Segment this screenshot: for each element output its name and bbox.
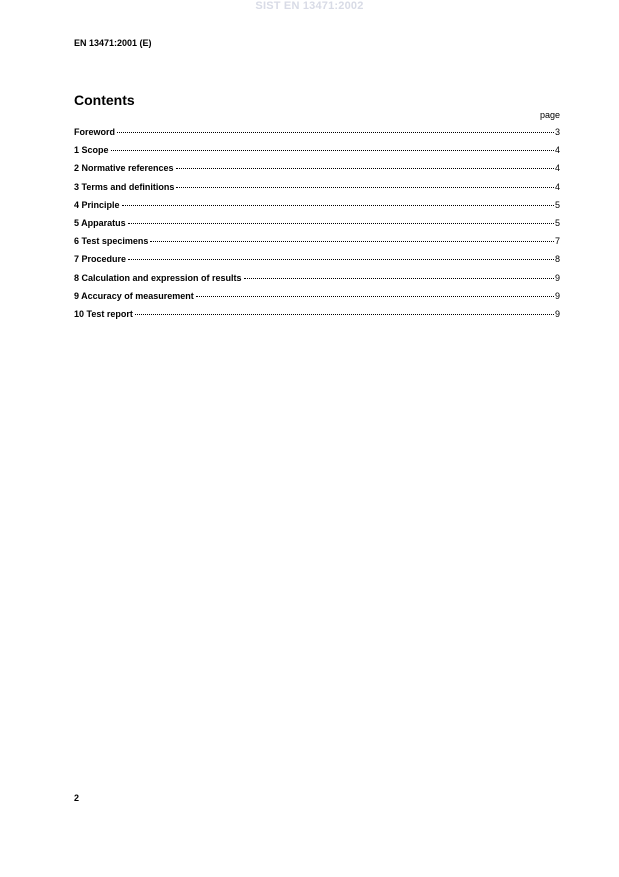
toc-entry-page: 9: [554, 272, 560, 283]
table-of-contents: [74, 126, 560, 326]
toc-dot-leader: [111, 150, 554, 151]
toc-dot-leader: [196, 296, 554, 297]
toc-entry-test-report[interactable]: [74, 308, 560, 326]
toc-entry-page: 9: [554, 308, 560, 319]
toc-dot-leader: [150, 241, 554, 242]
toc-entry-page: 4: [554, 145, 560, 156]
toc-dot-leader: [244, 278, 554, 279]
toc-entry-principle[interactable]: [74, 199, 560, 217]
toc-dot-leader: [122, 205, 554, 206]
toc-entry-page: 3: [554, 127, 560, 137]
toc-entry-title: 4 Principle: [74, 199, 120, 210]
toc-entry-page: 4: [554, 181, 560, 192]
toc-entry-title: 10 Test report: [74, 308, 133, 319]
contents-title: Contents: [74, 92, 135, 108]
toc-entry-page: 5: [554, 199, 560, 210]
toc-dot-leader: [128, 259, 554, 260]
toc-entry-normative-references[interactable]: [74, 162, 560, 180]
page-number: 2: [74, 793, 80, 803]
toc-dot-leader: [135, 314, 554, 315]
toc-entry-procedure[interactable]: [74, 253, 560, 271]
toc-entry-title: 6 Test specimens: [74, 236, 149, 247]
toc-entry-title: 5 Apparatus: [74, 217, 126, 228]
toc-entry-page: 4: [554, 163, 560, 174]
toc-entry-foreword[interactable]: [74, 126, 560, 144]
toc-entry-title: 2 Normative references: [74, 163, 174, 174]
toc-entry-title: 3 Terms and definitions: [74, 181, 175, 192]
page-column-label: page: [539, 110, 560, 120]
toc-entry-page: 9: [554, 290, 560, 301]
toc-entry-title: Foreword: [74, 127, 116, 137]
toc-entry-page: 5: [554, 217, 560, 228]
toc-entry-calculation-and-expression-of-results[interactable]: [74, 272, 560, 290]
toc-entry-accuracy-of-measurement[interactable]: [74, 290, 560, 308]
toc-entry-title: 8 Calculation and expression of results: [74, 272, 242, 283]
toc-dot-leader: [176, 168, 554, 169]
toc-dot-leader: [117, 132, 554, 133]
toc-entry-title: 9 Accuracy of measurement: [74, 290, 194, 301]
toc-entry-terms-and-definitions[interactable]: [74, 181, 560, 199]
toc-entry-test-specimens[interactable]: [74, 235, 560, 253]
document-identifier: EN 13471:2001 (E): [74, 38, 152, 48]
toc-entry-scope[interactable]: [74, 144, 560, 162]
toc-entry-page: 8: [554, 254, 560, 265]
toc-entry-title: 7 Procedure: [74, 254, 127, 265]
watermark: SIST EN 13471:2002: [255, 0, 364, 12]
toc-entry-page: 7: [554, 236, 560, 247]
toc-entry-apparatus[interactable]: [74, 217, 560, 235]
toc-dot-leader: [128, 223, 554, 224]
toc-dot-leader: [176, 187, 554, 188]
toc-entry-title: 1 Scope: [74, 145, 109, 156]
